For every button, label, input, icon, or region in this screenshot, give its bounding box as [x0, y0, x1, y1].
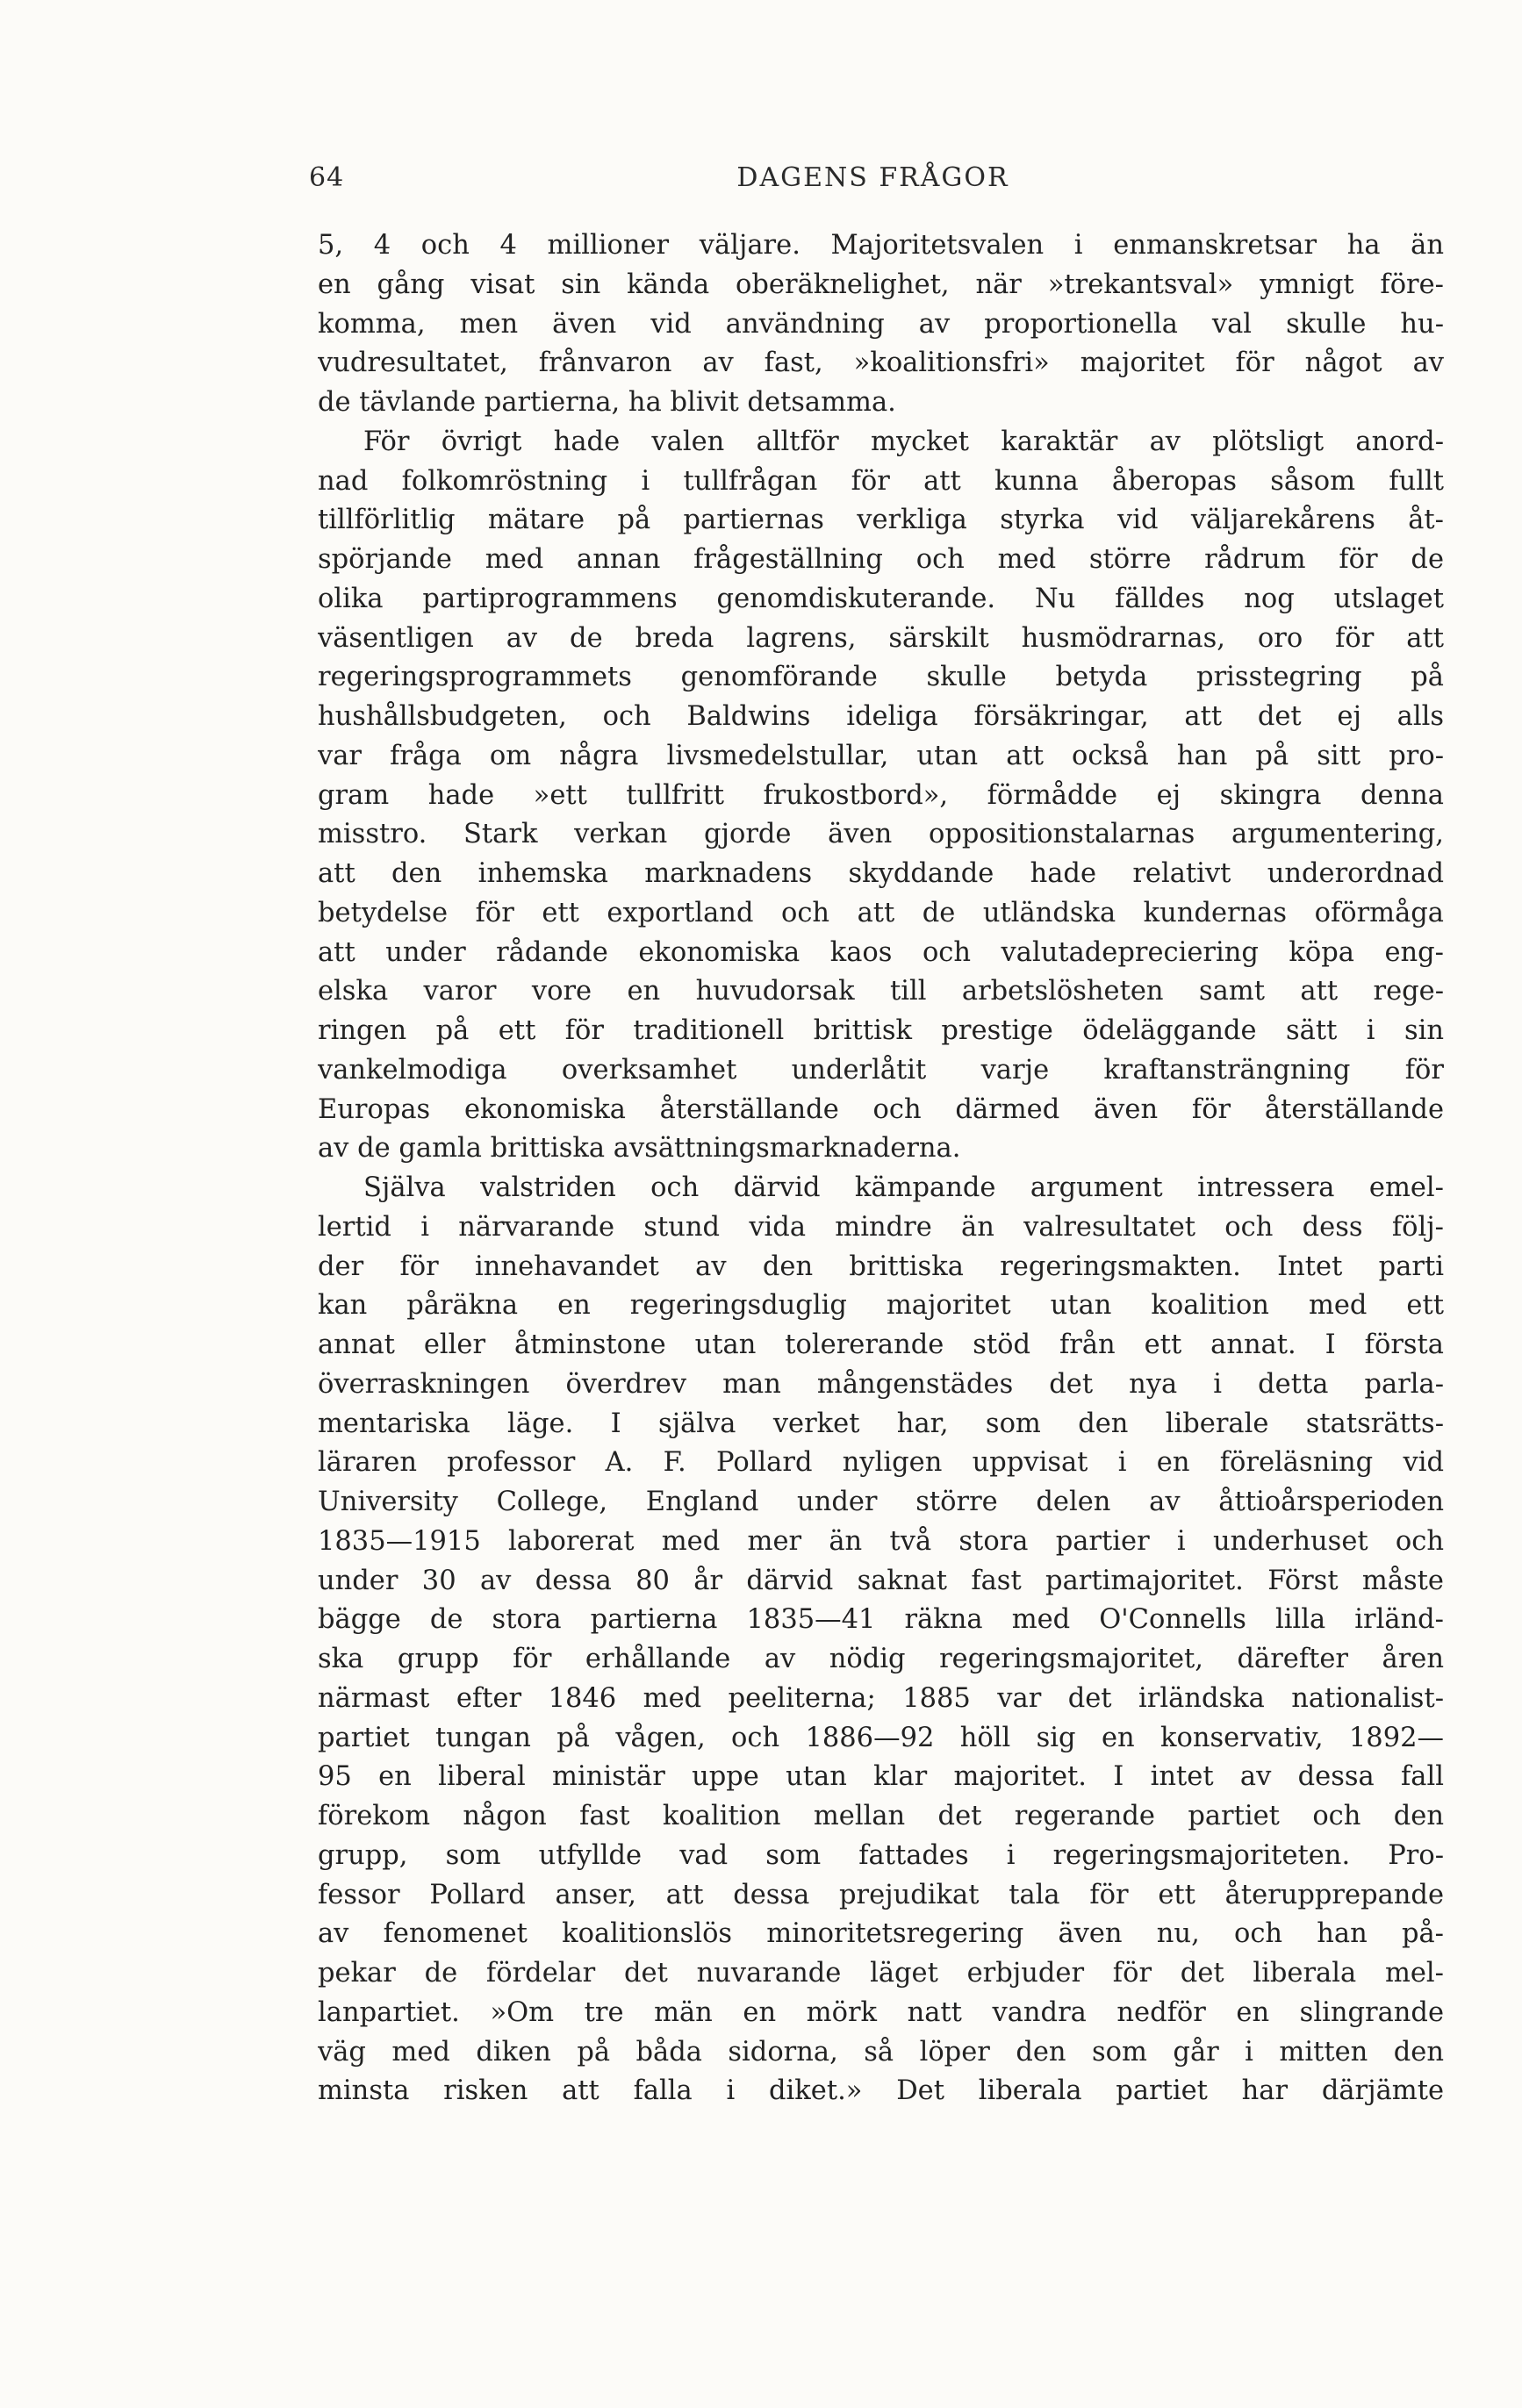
- text-line: av fenomenet koalitionslös minoritetsregering även nu, och han på-: [318, 1918, 1444, 1950]
- text-line: lanpartiet. »Om tre män en mörk natt vandra nedför en slingrande: [318, 1996, 1444, 2028]
- text-line: der för innehavandet av den brittiska regeringsmakten. Intet parti: [318, 1251, 1444, 1282]
- running-title: DAGENS FRÅGOR: [736, 162, 1009, 193]
- text-line: University College, England under större delen av åttioårsperioden: [318, 1487, 1444, 1517]
- text-line: 1835—1915 laborerat med mer än två stora partier i underhuset och: [318, 1525, 1444, 1557]
- text-line: bägge de stora partierna 1835—41 räkna med O'Connells lilla irländ-: [318, 1604, 1444, 1636]
- text-line: annat eller åtminstone utan tolererande stöd från ett annat. I första: [318, 1329, 1444, 1360]
- page-header: [309, 162, 1437, 206]
- text-line: hushållsbudgeten, och Baldwins ideliga försäkringar, att det ej alls: [318, 701, 1444, 732]
- text-line: tillförlitlig mätare på partiernas verkliga styrka vid väljarekårens åt-: [318, 505, 1444, 536]
- text-line: 95 en liberal ministär uppe utan klar majoritet. I intet av dessa fall: [318, 1761, 1444, 1793]
- text-line: att under rådande ekonomiska kaos och valutadepreciering köpa eng-: [318, 936, 1444, 968]
- text-line: komma, men även vid användning av proportionella val skulle hu-: [318, 308, 1444, 340]
- text-line: väsentligen av de breda lagrens, särskilt husmödrarnas, oro för att: [318, 622, 1444, 654]
- text-line: de tävlande partierna, ha blivit detsamma.: [318, 387, 896, 418]
- text-line: pekar de fördelar det nuvarande läget erbjuder för det liberala mel-: [318, 1958, 1444, 1989]
- text-line: minsta risken att falla i diket.» Det liberala partiet har därjämte: [318, 2075, 1444, 2107]
- text-line: Europas ekonomiska återställande och därmed även för återställande: [318, 1093, 1444, 1125]
- text-line: spörjande med annan frågeställning och med större rådrum för de: [318, 544, 1444, 575]
- text-line: kan påräkna en regeringsduglig majoritet utan koalition med ett: [318, 1290, 1444, 1322]
- text-line: 5, 4 och 4 millioner väljare. Majoritetsvalen i enmanskretsar ha än: [318, 230, 1444, 261]
- page-number: 64: [309, 162, 345, 193]
- text-line: partiet tungan på vågen, och 1886—92 höll sig en konservativ, 1892—: [318, 1722, 1444, 1753]
- text-line: Själva valstriden och därvid kämpande argument intressera emel-: [363, 1172, 1444, 1203]
- text-line: elska varor vore en huvudorsak till arbetslösheten samt att rege-: [318, 976, 1444, 1007]
- text-line: mentariska läge. I själva verket har, som den liberale statsrätts-: [318, 1408, 1444, 1439]
- text-line: misstro. Stark verkan gjorde även oppositionstalarnas argumentering,: [318, 819, 1444, 850]
- text-line: grupp, som utfyllde vad som fattades i regeringsmajoriteten. Pro-: [318, 1839, 1444, 1871]
- text-line: förekom någon fast koalition mellan det regerande partiet och den: [318, 1801, 1444, 1831]
- text-line: olika partiprogrammens genomdiskuterande. Nu fälldes nog utslaget: [318, 583, 1444, 614]
- text-line: betydelse för ett exportland och att de utländska kundernas oförmåga: [318, 897, 1444, 928]
- text-line: väg med diken på båda sidorna, så löper den som går i mitten den: [318, 2036, 1444, 2068]
- text-line: gram hade »ett tullfritt frukostbord», förmådde ej skingra denna: [318, 779, 1444, 811]
- text-line: nad folkomröstning i tullfrågan för att kunna åberopas såsom fullt: [318, 465, 1444, 497]
- text-line: regeringsprogrammets genomförande skulle betyda prisstegring på: [318, 662, 1444, 693]
- text-line: överraskningen överdrev man mångenstädes det nya i detta parla-: [318, 1368, 1444, 1400]
- text-line: För övrigt hade valen alltför mycket karaktär av plötsligt anord-: [363, 426, 1444, 457]
- text-line: var fråga om några livsmedelstullar, utan att också han på sitt pro-: [318, 740, 1444, 771]
- text-line: av de gamla brittiska avsättningsmarknaderna.: [318, 1133, 961, 1165]
- text-line: vudresultatet, frånvaron av fast, »koalitionsfri» majoritet för något av: [318, 348, 1444, 379]
- text-line: fessor Pollard anser, att dessa prejudikat tala för ett återupprepande: [318, 1879, 1444, 1910]
- text-line: ringen på ett för traditionell brittisk prestige ödeläggande sätt i sin: [318, 1015, 1444, 1046]
- text-line: en gång visat sin kända oberäknelighet, när »trekantsval» ymnigt före-: [318, 269, 1444, 300]
- text-line: lertid i närvarande stund vida mindre än valresultatet och dess följ-: [318, 1211, 1444, 1243]
- text-line: vankelmodiga overksamhet underlåtit varje kraftansträngning för: [318, 1054, 1444, 1086]
- text-line: närmast efter 1846 med peeliterna; 1885 var det irländska nationalist-: [318, 1682, 1444, 1714]
- text-line: under 30 av dessa 80 år därvid saknat fast partimajoritet. Först måste: [318, 1565, 1444, 1596]
- text-line: läraren professor A. F. Pollard nyligen uppvisat i en föreläsning vid: [318, 1447, 1444, 1479]
- body-text: [318, 226, 1444, 2111]
- text-line: att den inhemska marknadens skyddande hade relativt underordnad: [318, 858, 1444, 889]
- text-line: ska grupp för erhållande av nödig regeringsmajoritet, därefter åren: [318, 1644, 1444, 1674]
